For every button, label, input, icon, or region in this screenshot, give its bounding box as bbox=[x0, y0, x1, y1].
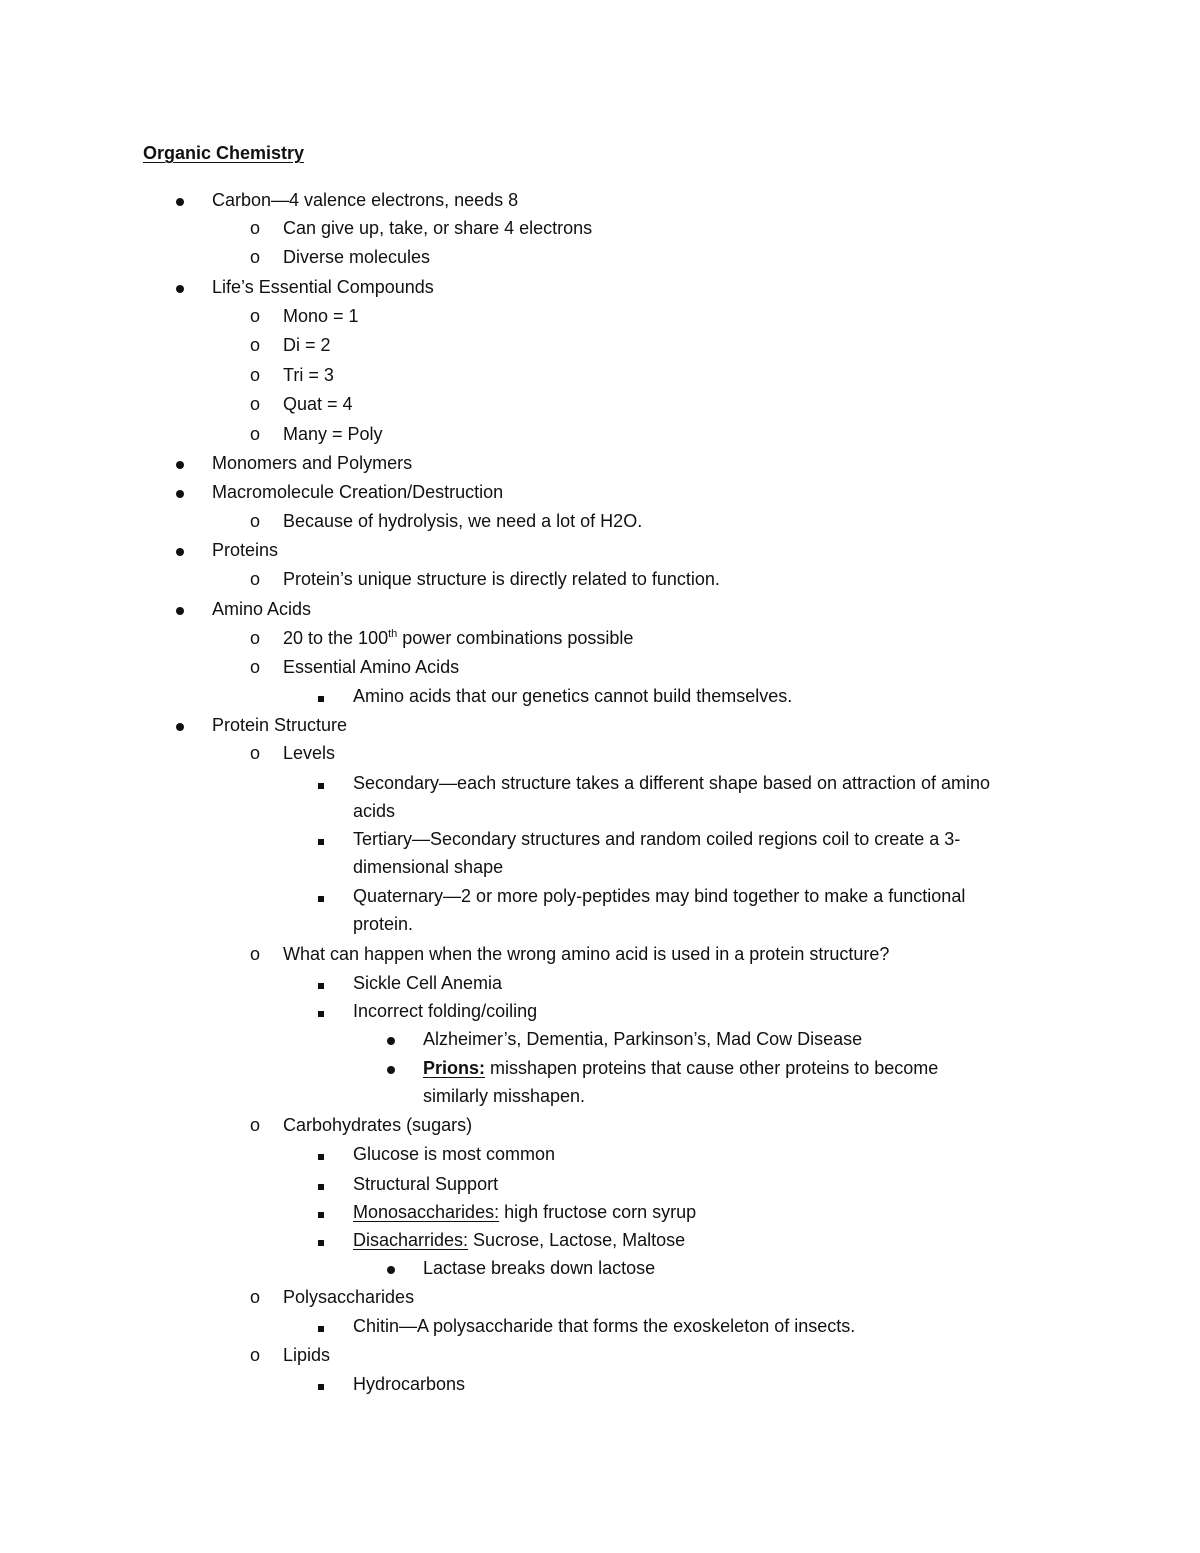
square-bullet-icon bbox=[318, 682, 324, 710]
list-item bbox=[423, 1054, 938, 1082]
circle-bullet-icon: o bbox=[250, 657, 261, 677]
list-item: Protein Structure bbox=[212, 715, 348, 735]
bullet-dot-icon bbox=[387, 1054, 395, 1082]
disaccharides-term: Disacharrides: bbox=[353, 1230, 469, 1250]
prions-definition: misshapen proteins that cause other proteins to become bbox=[485, 1058, 939, 1078]
list-item: Sickle Cell Anemia bbox=[353, 973, 503, 993]
list-item-continued: similarly misshapen. bbox=[423, 1086, 586, 1106]
circle-bullet-icon: o bbox=[250, 1345, 261, 1365]
list-item: Quat = 4 bbox=[283, 394, 353, 414]
bullet-dot-icon bbox=[176, 595, 184, 623]
circle-bullet-icon: o bbox=[250, 511, 261, 531]
list-item: Structural Support bbox=[353, 1174, 499, 1194]
combo-text-b: power combinations possible bbox=[397, 628, 634, 648]
list-item: Di = 2 bbox=[283, 335, 331, 355]
list-item: Chitin—A polysaccharide that forms the exoskeleton of insects. bbox=[353, 1316, 856, 1336]
bullet-dot-icon bbox=[176, 273, 184, 301]
circle-bullet-icon: o bbox=[250, 944, 261, 964]
list-item: Hydrocarbons bbox=[353, 1374, 466, 1394]
circle-bullet-icon: o bbox=[250, 247, 261, 267]
circle-bullet-icon: o bbox=[250, 365, 261, 385]
circle-bullet-icon: o bbox=[250, 394, 261, 414]
list-item: What can happen when the wrong amino acid is used in a protein structure? bbox=[283, 944, 890, 964]
bullet-dot-icon bbox=[176, 711, 184, 739]
list-item: Protein’s unique structure is directly related to function. bbox=[283, 569, 720, 589]
circle-bullet-icon: o bbox=[250, 743, 261, 763]
list-item: Secondary—each structure takes a different shape based on attraction of amino bbox=[353, 773, 991, 793]
list-item: Incorrect folding/coiling bbox=[353, 1001, 538, 1021]
bullet-dot-icon bbox=[176, 536, 184, 564]
list-item: Carbon—4 valence electrons, needs 8 bbox=[212, 190, 519, 210]
bullet-dot-icon bbox=[387, 1254, 395, 1282]
circle-bullet-icon: o bbox=[250, 569, 261, 589]
circle-bullet-icon: o bbox=[250, 424, 261, 444]
circle-bullet-icon: o bbox=[250, 1115, 261, 1135]
list-item bbox=[283, 624, 633, 652]
list-item: Alzheimer’s, Dementia, Parkinson’s, Mad Cow Disease bbox=[423, 1029, 863, 1049]
list-item: Can give up, take, or share 4 electrons bbox=[283, 218, 593, 238]
list-item: Diverse molecules bbox=[283, 247, 431, 267]
superscript-th: th bbox=[388, 628, 398, 640]
square-bullet-icon bbox=[318, 1370, 324, 1398]
bullet-dot-icon bbox=[176, 449, 184, 477]
monosaccharides-definition: high fructose corn syrup bbox=[499, 1202, 697, 1222]
circle-bullet-icon: o bbox=[250, 628, 261, 648]
list-item: Mono = 1 bbox=[283, 306, 359, 326]
page-title: Organic Chemistry bbox=[143, 143, 305, 163]
list-item: Because of hydrolysis, we need a lot of H2O. bbox=[283, 511, 643, 531]
list-item: Polysaccharides bbox=[283, 1287, 415, 1307]
list-item: Tri = 3 bbox=[283, 365, 334, 385]
prions-term: Prions: bbox=[423, 1058, 486, 1078]
list-item: Lactase breaks down lactose bbox=[423, 1258, 656, 1278]
bullet-dot-icon bbox=[176, 186, 184, 214]
list-item: Monomers and Polymers bbox=[212, 453, 413, 473]
list-item bbox=[353, 1226, 685, 1254]
circle-bullet-icon: o bbox=[250, 306, 261, 326]
disaccharides-definition: Sucrose, Lactose, Maltose bbox=[468, 1230, 686, 1250]
list-item-continued: acids bbox=[353, 801, 396, 821]
list-item: Lipids bbox=[283, 1345, 331, 1365]
list-item: Tertiary—Secondary structures and random coiled regions coil to create a 3- bbox=[353, 829, 961, 849]
square-bullet-icon bbox=[318, 882, 324, 910]
square-bullet-icon bbox=[318, 1140, 324, 1168]
list-item-continued: protein. bbox=[353, 914, 414, 934]
list-item bbox=[353, 1198, 696, 1226]
combo-text-a: 20 to the 100 bbox=[283, 628, 389, 648]
list-item: Amino Acids bbox=[212, 599, 312, 619]
bullet-dot-icon bbox=[176, 478, 184, 506]
square-bullet-icon bbox=[318, 1170, 324, 1198]
square-bullet-icon bbox=[318, 1198, 324, 1226]
square-bullet-icon bbox=[318, 997, 324, 1025]
list-item: Life’s Essential Compounds bbox=[212, 277, 434, 297]
monosaccharides-term: Monosaccharides: bbox=[353, 1202, 500, 1222]
list-item: Many = Poly bbox=[283, 424, 383, 444]
square-bullet-icon bbox=[318, 1312, 324, 1340]
list-item: Proteins bbox=[212, 540, 279, 560]
square-bullet-icon bbox=[318, 969, 324, 997]
square-bullet-icon bbox=[318, 769, 324, 797]
square-bullet-icon bbox=[318, 825, 324, 853]
square-bullet-icon bbox=[318, 1226, 324, 1254]
list-item: Amino acids that our genetics cannot build themselves. bbox=[353, 686, 793, 706]
list-item: Macromolecule Creation/Destruction bbox=[212, 482, 504, 502]
circle-bullet-icon: o bbox=[250, 335, 261, 355]
list-item: Levels bbox=[283, 743, 336, 763]
list-item: Quaternary—2 or more poly-peptides may bind together to make a functional bbox=[353, 886, 966, 906]
circle-bullet-icon: o bbox=[250, 218, 261, 238]
list-item-continued: dimensional shape bbox=[353, 857, 504, 877]
list-item: Carbohydrates (sugars) bbox=[283, 1115, 473, 1135]
list-item: Essential Amino Acids bbox=[283, 657, 460, 677]
circle-bullet-icon: o bbox=[250, 1287, 261, 1307]
bullet-dot-icon bbox=[387, 1025, 395, 1053]
list-item: Glucose is most common bbox=[353, 1144, 556, 1164]
